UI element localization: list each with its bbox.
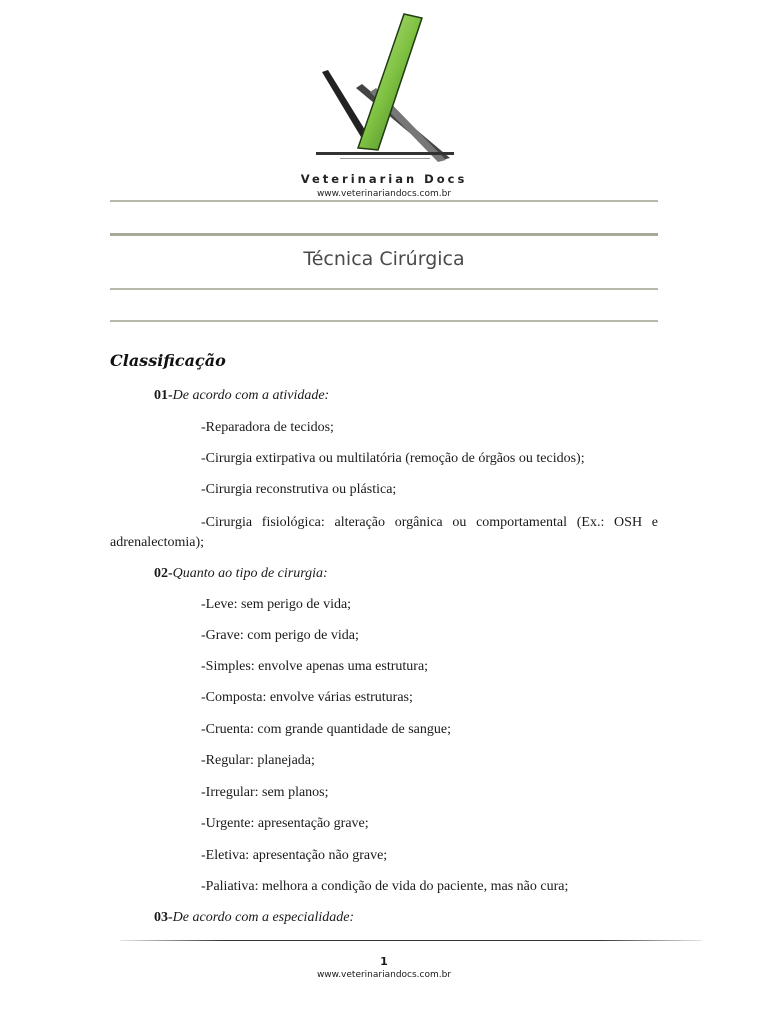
wrapped-line: adrenalectomia); [110, 535, 205, 550]
divider [110, 233, 658, 236]
section-number: 01- [154, 388, 173, 403]
section-03-header [154, 910, 354, 926]
section-label: De acordo com a especialidade: [172, 910, 355, 925]
section-label: Quanto ao tipo de cirurgia: [172, 566, 328, 581]
document-title: Técnica Cirúrgica [303, 248, 465, 270]
list-item: -Composta: envolve várias estruturas; [201, 690, 413, 705]
divider [110, 288, 658, 290]
footer-divider [120, 940, 702, 941]
list-item: -Simples: envolve apenas uma estrutura; [201, 659, 429, 674]
brand-name: Veterinarian Docs [300, 172, 468, 186]
section-number: 02- [154, 566, 173, 581]
word: OSH [614, 515, 643, 530]
word: alteração [334, 515, 385, 530]
section-label: De acordo com a atividade: [172, 388, 330, 403]
word: ou [452, 515, 467, 530]
word: -Cirurgia [201, 515, 253, 530]
section-number: 03- [154, 910, 173, 925]
list-item: -Paliativa: melhora a condição de vida do paciente, mas não cura; [201, 879, 569, 894]
list-item: -Cirurgia reconstrutiva ou plástica; [201, 482, 397, 497]
list-item: -Reparadora de tecidos; [201, 420, 334, 435]
section-02-header [154, 566, 328, 582]
page-number: 1 [380, 955, 388, 968]
veterinarian-docs-logo [300, 10, 470, 170]
divider [110, 200, 658, 202]
list-item: -Grave: com perigo de vida; [201, 628, 359, 643]
divider [110, 320, 658, 322]
word: (Ex.: [576, 515, 605, 530]
list-item: -Cruenta: com grande quantidade de sangue; [201, 722, 451, 737]
section-01-header [154, 388, 329, 404]
brand-url[interactable]: www.veterinariandocs.com.br [316, 189, 452, 199]
word: comportamental [476, 515, 568, 530]
list-item: -Cirurgia extirpativa ou multilatória (remoção de órgãos ou tecidos); [201, 451, 585, 466]
footer-url[interactable]: www.veterinariandocs.com.br [316, 970, 452, 980]
word: fisiológica: [261, 515, 325, 530]
word: e [651, 515, 658, 530]
word: orgânica [394, 515, 443, 530]
list-item-wrapped [110, 513, 658, 553]
list-item: -Eletiva: apresentação não grave; [201, 848, 388, 863]
section-heading: Classificação [110, 351, 226, 370]
list-item: -Regular: planejada; [201, 753, 315, 768]
list-item: -Urgente: apresentação grave; [201, 816, 369, 831]
list-item: -Leve: sem perigo de vida; [201, 597, 352, 612]
list-item: -Irregular: sem planos; [201, 785, 329, 800]
